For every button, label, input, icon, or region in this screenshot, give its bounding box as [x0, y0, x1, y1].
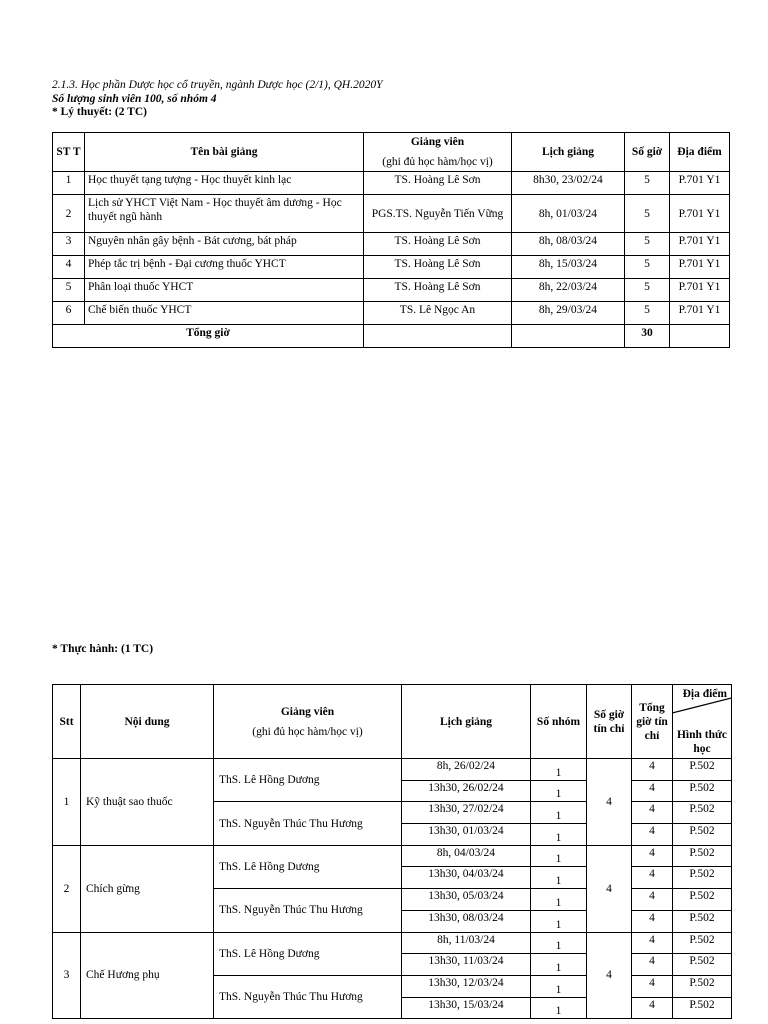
- theory-header-location: Địa điểm: [670, 133, 730, 172]
- row-lecturer: TS. Hoàng Lê Sơn: [364, 256, 512, 279]
- theory-header-hours: Số giờ: [625, 133, 670, 172]
- session-groups: 1: [531, 824, 587, 846]
- row-location: P.701 Y1: [670, 302, 730, 325]
- row-lecture-name: Lịch sử YHCT Việt Nam - Học thuyết âm dương - Học thuyết ngũ hành: [85, 195, 364, 233]
- row-lecturer: TS. Lê Ngọc An: [364, 302, 512, 325]
- row-lecturer: TS. Hoàng Lê Sơn: [364, 172, 512, 195]
- session-total-hours: 4: [632, 867, 673, 889]
- session-groups: 1: [531, 932, 587, 954]
- session-groups: 1: [531, 867, 587, 889]
- theory-header-lecturer: [364, 133, 512, 172]
- session-location: P.502: [673, 975, 732, 997]
- topic-stt: 1: [53, 759, 81, 846]
- theory-header-row: [53, 133, 730, 172]
- row-lecture-name: Phép tắc trị bệnh - Đại cương thuốc YHCT: [85, 256, 364, 279]
- row-hours: 5: [625, 279, 670, 302]
- session-total-hours: 4: [632, 780, 673, 802]
- row-schedule: 8h30, 23/02/24: [512, 172, 625, 195]
- row-schedule: 8h, 08/03/24: [512, 233, 625, 256]
- row-schedule: 8h, 29/03/24: [512, 302, 625, 325]
- total-empty-location: [670, 325, 730, 348]
- row-hours: 5: [625, 195, 670, 233]
- session-lecturer: ThS. Nguyễn Thúc Thu Hương: [214, 975, 402, 1018]
- topic-content: Chế Hương phụ: [81, 932, 214, 1019]
- row-stt: 1: [53, 172, 85, 195]
- row-location: P.701 Y1: [670, 279, 730, 302]
- session-location: P.502: [673, 824, 732, 846]
- session-groups: 1: [531, 997, 587, 1019]
- session-schedule: 8h, 11/03/24: [402, 932, 531, 954]
- theory-heading: * Lý thuyết: (2 TC): [52, 106, 147, 118]
- topic-stt: 2: [53, 845, 81, 932]
- total-empty-schedule: [512, 325, 625, 348]
- session-schedule: 13h30, 08/03/24: [402, 910, 531, 932]
- theory-header-name: Tên bài giảng: [85, 133, 364, 172]
- session-schedule: 13h30, 15/03/24: [402, 997, 531, 1019]
- session-groups: 1: [531, 845, 587, 867]
- row-schedule: 8h, 15/03/24: [512, 256, 625, 279]
- section-title: 2.1.3. Học phần Dược học cổ truyền, ngành Dược học (2/1), QH.2020Y: [52, 79, 383, 91]
- table-row: [53, 845, 732, 867]
- table-row: [53, 279, 730, 302]
- topic-content: Kỹ thuật sao thuốc: [81, 759, 214, 846]
- row-location: P.701 Y1: [670, 256, 730, 279]
- practice-header-format: Hình thức học: [676, 729, 728, 755]
- practice-header-location-format: [673, 685, 732, 759]
- session-schedule: 13h30, 26/02/24: [402, 780, 531, 802]
- session-total-hours: 4: [632, 975, 673, 997]
- row-schedule: 8h, 22/03/24: [512, 279, 625, 302]
- theory-table: [52, 132, 730, 348]
- practice-heading: * Thực hành: (1 TC): [52, 643, 154, 655]
- session-schedule: 13h30, 11/03/24: [402, 954, 531, 976]
- session-lecturer: ThS. Lê Hồng Dương: [214, 932, 402, 975]
- row-schedule: 8h, 01/03/24: [512, 195, 625, 233]
- theory-header-lecturer-label: Giảng viên: [410, 136, 465, 148]
- row-stt: 4: [53, 256, 85, 279]
- session-location: P.502: [673, 867, 732, 889]
- row-stt: 3: [53, 233, 85, 256]
- practice-header-lecturer-label: Giảng viên: [280, 705, 335, 718]
- row-lecturer: PGS.TS. Nguyễn Tiến Vững: [364, 195, 512, 233]
- session-groups: 1: [531, 954, 587, 976]
- session-groups: 1: [531, 910, 587, 932]
- session-location: P.502: [673, 780, 732, 802]
- table-row: [53, 932, 732, 954]
- row-lecture-name: Nguyên nhân gây bệnh - Bát cương, bát pháp: [85, 233, 364, 256]
- session-total-hours: 4: [632, 910, 673, 932]
- theory-header-schedule: Lịch giảng: [512, 133, 625, 172]
- row-hours: 5: [625, 256, 670, 279]
- row-lecture-name: Chế biến thuốc YHCT: [85, 302, 364, 325]
- topic-stt: 3: [53, 932, 81, 1019]
- practice-header-lecturer-note: (ghi đủ học hàm/học vị): [252, 725, 363, 738]
- session-schedule: 13h30, 05/03/24: [402, 889, 531, 911]
- session-location: P.502: [673, 997, 732, 1019]
- row-stt: 2: [53, 195, 85, 233]
- total-label: Tổng giờ: [53, 325, 364, 348]
- session-groups: 1: [531, 780, 587, 802]
- theory-header-stt: ST T: [53, 133, 85, 172]
- topic-credit-hours: 4: [587, 845, 632, 932]
- session-location: P.502: [673, 845, 732, 867]
- session-lecturer: ThS. Nguyễn Thúc Thu Hương: [214, 889, 402, 932]
- practice-header-total-hours: Tổng giờ tín chỉ: [632, 685, 673, 759]
- student-count: Số lượng sinh viên 100, số nhóm 4: [52, 93, 217, 105]
- session-location: P.502: [673, 802, 732, 824]
- session-schedule: 8h, 04/03/24: [402, 845, 531, 867]
- session-schedule: 8h, 26/02/24: [402, 759, 531, 781]
- session-lecturer: ThS. Lê Hồng Dương: [214, 759, 402, 802]
- row-hours: 5: [625, 233, 670, 256]
- row-lecture-name: Học thuyết tạng tượng - Học thuyết kinh lạc: [85, 172, 364, 195]
- session-groups: 1: [531, 759, 587, 781]
- session-total-hours: 4: [632, 824, 673, 846]
- row-location: P.701 Y1: [670, 233, 730, 256]
- session-schedule: 13h30, 27/02/24: [402, 802, 531, 824]
- practice-header-groups: Số nhóm: [531, 685, 587, 759]
- session-schedule: 13h30, 12/03/24: [402, 975, 531, 997]
- practice-header-schedule: Lịch giảng: [402, 685, 531, 759]
- row-lecturer: TS. Hoàng Lê Sơn: [364, 279, 512, 302]
- row-lecture-name: Phân loại thuốc YHCT: [85, 279, 364, 302]
- session-lecturer: ThS. Lê Hồng Dương: [214, 845, 402, 888]
- practice-header-location: Địa điểm: [682, 688, 727, 700]
- session-schedule: 13h30, 04/03/24: [402, 867, 531, 889]
- session-location: P.502: [673, 932, 732, 954]
- session-location: P.502: [673, 889, 732, 911]
- total-row: [53, 325, 730, 348]
- total-hours: 30: [625, 325, 670, 348]
- practice-header-stt: Stt: [53, 685, 81, 759]
- session-lecturer: ThS. Nguyễn Thúc Thu Hương: [214, 802, 402, 845]
- session-groups: 1: [531, 802, 587, 824]
- session-total-hours: 4: [632, 889, 673, 911]
- table-row: [53, 759, 732, 781]
- row-stt: 5: [53, 279, 85, 302]
- practice-header-lecturer: [214, 685, 402, 759]
- row-lecturer: TS. Hoàng Lê Sơn: [364, 233, 512, 256]
- row-location: P.701 Y1: [670, 172, 730, 195]
- table-row: [53, 195, 730, 233]
- session-groups: 1: [531, 889, 587, 911]
- session-groups: 1: [531, 975, 587, 997]
- session-total-hours: 4: [632, 802, 673, 824]
- row-location: P.701 Y1: [670, 195, 730, 233]
- table-row: [53, 172, 730, 195]
- topic-credit-hours: 4: [587, 932, 632, 1019]
- practice-header-credit-hours: Số giờ tín chỉ: [587, 685, 632, 759]
- session-total-hours: 4: [632, 997, 673, 1019]
- session-total-hours: 4: [632, 845, 673, 867]
- total-empty-lecturer: [364, 325, 512, 348]
- session-location: P.502: [673, 910, 732, 932]
- topic-credit-hours: 4: [587, 759, 632, 846]
- table-row: [53, 302, 730, 325]
- session-schedule: 13h30, 01/03/24: [402, 824, 531, 846]
- session-location: P.502: [673, 954, 732, 976]
- table-row: [53, 233, 730, 256]
- session-total-hours: 4: [632, 954, 673, 976]
- practice-header-row: [53, 685, 732, 759]
- table-row: [53, 256, 730, 279]
- topic-content: Chích gừng: [81, 845, 214, 932]
- session-total-hours: 4: [632, 759, 673, 781]
- row-hours: 5: [625, 172, 670, 195]
- session-total-hours: 4: [632, 932, 673, 954]
- theory-header-lecturer-note: (ghi đủ học hàm/học vị): [382, 156, 493, 168]
- row-hours: 5: [625, 302, 670, 325]
- practice-header-content: Nội dung: [81, 685, 214, 759]
- session-location: P.502: [673, 759, 732, 781]
- row-stt: 6: [53, 302, 85, 325]
- practice-table: [52, 684, 732, 1019]
